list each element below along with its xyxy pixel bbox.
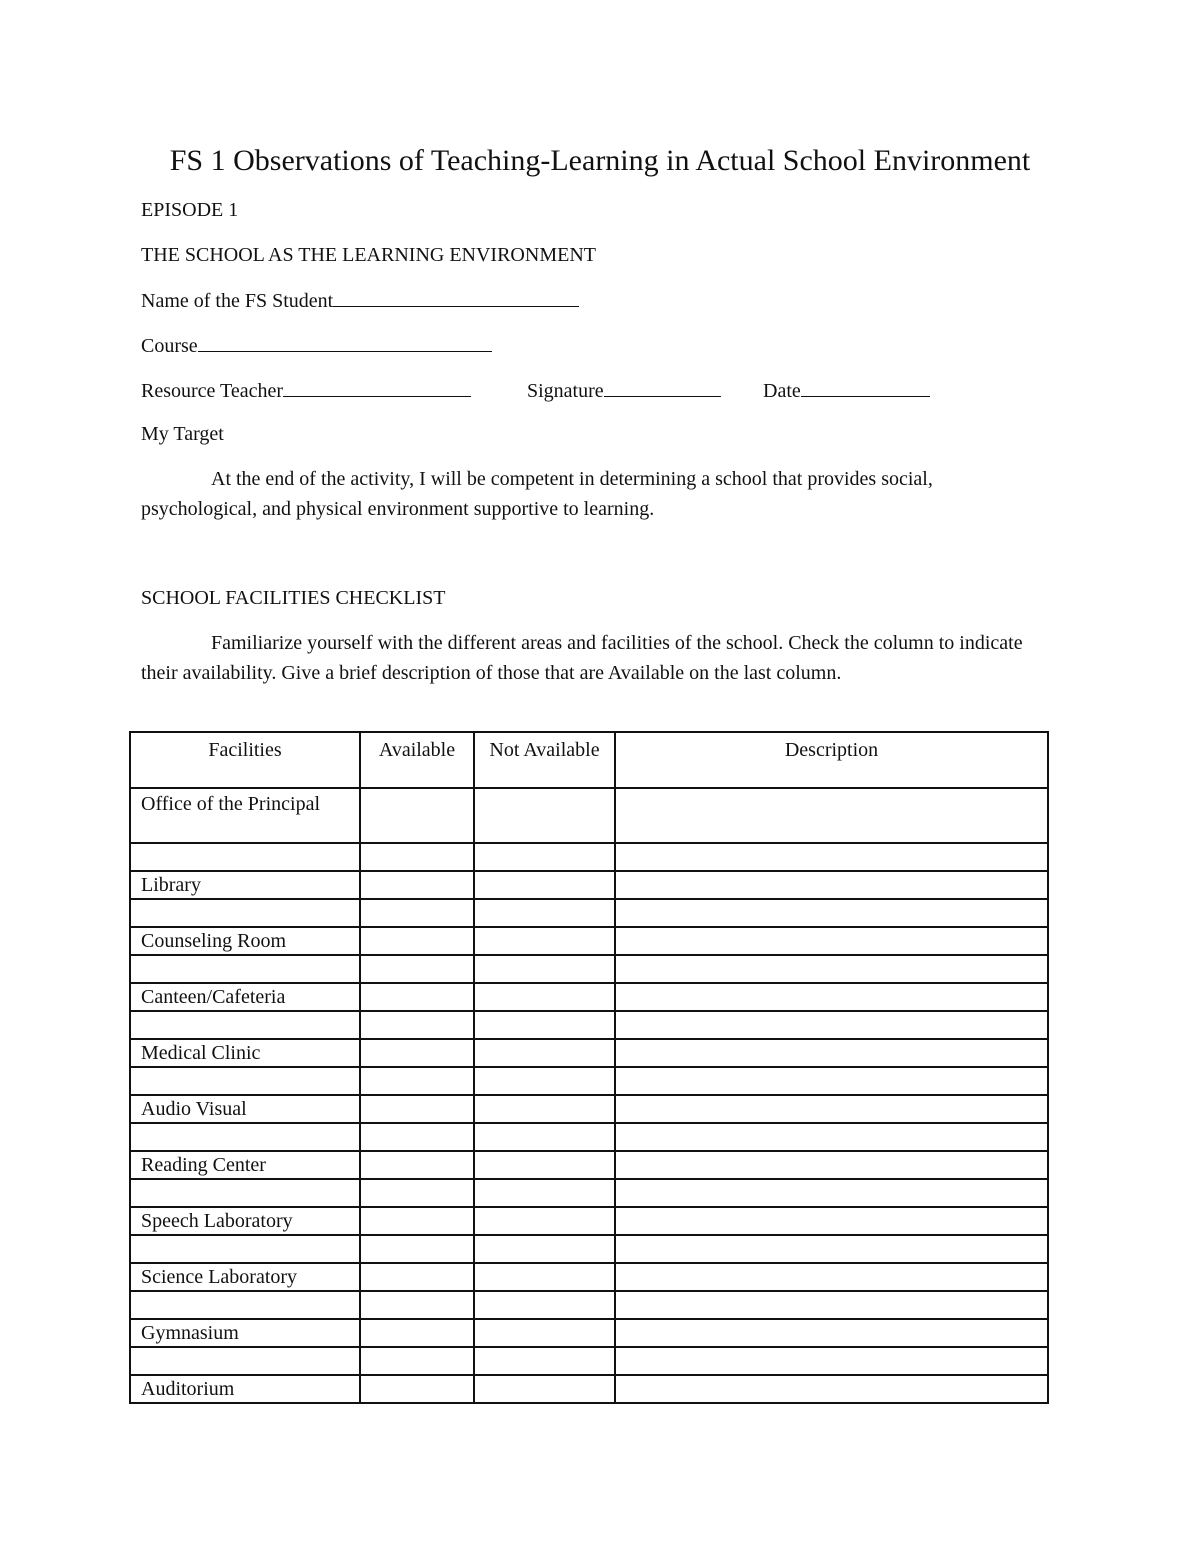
table-row bbox=[130, 1095, 1048, 1123]
available-check-cell[interactable] bbox=[360, 1151, 474, 1179]
facility-name-cell bbox=[130, 1067, 360, 1095]
table-row bbox=[130, 1011, 1048, 1039]
description-cell[interactable] bbox=[615, 1095, 1048, 1123]
course-label: Course bbox=[141, 335, 198, 357]
facility-name-cell bbox=[130, 899, 360, 927]
table-row bbox=[130, 871, 1048, 899]
my-target-heading: My Target bbox=[141, 423, 224, 445]
facility-name-cell: Counseling Room bbox=[130, 927, 360, 955]
not-available-check-cell[interactable] bbox=[474, 899, 615, 927]
table-header-row bbox=[130, 732, 1048, 788]
header-not-available: Not Available bbox=[474, 732, 615, 788]
description-cell[interactable] bbox=[615, 871, 1048, 899]
header-description: Description bbox=[615, 732, 1048, 788]
not-available-check-cell[interactable] bbox=[474, 1319, 615, 1347]
description-cell[interactable] bbox=[615, 1123, 1048, 1151]
not-available-check-cell[interactable] bbox=[474, 843, 615, 871]
student-name-label: Name of the FS Student bbox=[141, 290, 334, 312]
not-available-check-cell[interactable] bbox=[474, 927, 615, 955]
not-available-check-cell[interactable] bbox=[474, 1179, 615, 1207]
description-cell[interactable] bbox=[615, 1011, 1048, 1039]
table-row bbox=[130, 1291, 1048, 1319]
facility-name-cell bbox=[130, 1123, 360, 1151]
signature-row bbox=[527, 377, 721, 404]
available-check-cell[interactable] bbox=[360, 1347, 474, 1375]
document-title: FS 1 Observations of Teaching-Learning in Actual School Environment bbox=[169, 144, 1031, 177]
facility-name-cell: Gymnasium bbox=[130, 1319, 360, 1347]
table-row bbox=[130, 788, 1048, 843]
not-available-check-cell[interactable] bbox=[474, 1207, 615, 1235]
table-row bbox=[130, 955, 1048, 983]
table-row bbox=[130, 899, 1048, 927]
table-row bbox=[130, 1151, 1048, 1179]
facility-name-cell bbox=[130, 1011, 360, 1039]
description-cell[interactable] bbox=[615, 1151, 1048, 1179]
description-cell[interactable] bbox=[615, 983, 1048, 1011]
resource-teacher-blank[interactable] bbox=[283, 377, 471, 397]
available-check-cell[interactable] bbox=[360, 1011, 474, 1039]
student-name-row bbox=[141, 287, 579, 314]
description-cell[interactable] bbox=[615, 1319, 1048, 1347]
available-check-cell[interactable] bbox=[360, 983, 474, 1011]
facility-name-cell: Audio Visual bbox=[130, 1095, 360, 1123]
table-row bbox=[130, 843, 1048, 871]
description-cell[interactable] bbox=[615, 1179, 1048, 1207]
table-row bbox=[130, 1319, 1048, 1347]
available-check-cell[interactable] bbox=[360, 843, 474, 871]
description-cell[interactable] bbox=[615, 1263, 1048, 1291]
facility-name-cell bbox=[130, 1235, 360, 1263]
facilities-checklist-table bbox=[129, 731, 1049, 1404]
student-name-blank[interactable] bbox=[333, 287, 579, 307]
table-row bbox=[130, 1347, 1048, 1375]
facility-name-cell: Science Laboratory bbox=[130, 1263, 360, 1291]
available-check-cell[interactable] bbox=[360, 788, 474, 843]
table-row bbox=[130, 1067, 1048, 1095]
available-check-cell[interactable] bbox=[360, 1039, 474, 1067]
course-row bbox=[141, 332, 492, 359]
facility-name-cell: Office of the Principal bbox=[130, 788, 360, 843]
available-check-cell[interactable] bbox=[360, 1095, 474, 1123]
available-check-cell[interactable] bbox=[360, 1179, 474, 1207]
description-cell[interactable] bbox=[615, 899, 1048, 927]
facility-name-cell bbox=[130, 955, 360, 983]
teacher-signature-date-row bbox=[141, 377, 471, 404]
available-check-cell[interactable] bbox=[360, 1319, 474, 1347]
not-available-check-cell[interactable] bbox=[474, 1067, 615, 1095]
not-available-check-cell[interactable] bbox=[474, 1039, 615, 1067]
not-available-check-cell[interactable] bbox=[474, 788, 615, 843]
available-check-cell[interactable] bbox=[360, 1375, 474, 1403]
description-cell[interactable] bbox=[615, 955, 1048, 983]
table-row bbox=[130, 1039, 1048, 1067]
not-available-check-cell[interactable] bbox=[474, 1291, 615, 1319]
signature-blank[interactable] bbox=[604, 377, 721, 397]
description-cell[interactable] bbox=[615, 1291, 1048, 1319]
not-available-check-cell[interactable] bbox=[474, 1151, 615, 1179]
facility-name-cell bbox=[130, 1291, 360, 1319]
checklist-heading: SCHOOL FACILITIES CHECKLIST bbox=[141, 587, 446, 609]
table-row bbox=[130, 1375, 1048, 1403]
section-subtitle: THE SCHOOL AS THE LEARNING ENVIRONMENT bbox=[141, 244, 596, 266]
not-available-check-cell[interactable] bbox=[474, 871, 615, 899]
not-available-check-cell[interactable] bbox=[474, 1263, 615, 1291]
facility-name-cell: Auditorium bbox=[130, 1375, 360, 1403]
description-cell[interactable] bbox=[615, 843, 1048, 871]
not-available-check-cell[interactable] bbox=[474, 955, 615, 983]
description-cell[interactable] bbox=[615, 1207, 1048, 1235]
facility-name-cell bbox=[130, 843, 360, 871]
available-check-cell[interactable] bbox=[360, 1123, 474, 1151]
description-cell[interactable] bbox=[615, 927, 1048, 955]
description-cell[interactable] bbox=[615, 1039, 1048, 1067]
table-row bbox=[130, 1235, 1048, 1263]
description-cell[interactable] bbox=[615, 1067, 1048, 1095]
table-body bbox=[130, 788, 1048, 1403]
not-available-check-cell[interactable] bbox=[474, 1235, 615, 1263]
available-check-cell[interactable] bbox=[360, 955, 474, 983]
date-label: Date bbox=[763, 380, 801, 402]
available-check-cell[interactable] bbox=[360, 927, 474, 955]
my-target-text: At the end of the activity, I will be competent in determining a school that provides social, psychological, and physical environment supportive to learning. bbox=[141, 468, 933, 520]
table-row bbox=[130, 1179, 1048, 1207]
not-available-check-cell[interactable] bbox=[474, 1347, 615, 1375]
not-available-check-cell[interactable] bbox=[474, 1095, 615, 1123]
facility-name-cell bbox=[130, 1179, 360, 1207]
header-available: Available bbox=[360, 732, 474, 788]
signature-label: Signature bbox=[527, 380, 604, 402]
facility-name-cell: Library bbox=[130, 871, 360, 899]
course-blank[interactable] bbox=[198, 332, 492, 352]
resource-teacher-label: Resource Teacher bbox=[141, 380, 284, 402]
not-available-check-cell[interactable] bbox=[474, 983, 615, 1011]
not-available-check-cell[interactable] bbox=[474, 1123, 615, 1151]
facility-name-cell bbox=[130, 1347, 360, 1375]
available-check-cell[interactable] bbox=[360, 1067, 474, 1095]
not-available-check-cell[interactable] bbox=[474, 1375, 615, 1403]
available-check-cell[interactable] bbox=[360, 899, 474, 927]
header-facilities: Facilities bbox=[130, 732, 360, 788]
available-check-cell[interactable] bbox=[360, 871, 474, 899]
facility-name-cell: Speech Laboratory bbox=[130, 1207, 360, 1235]
available-check-cell[interactable] bbox=[360, 1263, 474, 1291]
table-row bbox=[130, 1263, 1048, 1291]
description-cell[interactable] bbox=[615, 1235, 1048, 1263]
available-check-cell[interactable] bbox=[360, 1207, 474, 1235]
not-available-check-cell[interactable] bbox=[474, 1011, 615, 1039]
date-blank[interactable] bbox=[801, 377, 930, 397]
available-check-cell[interactable] bbox=[360, 1235, 474, 1263]
facility-name-cell: Medical Clinic bbox=[130, 1039, 360, 1067]
table-row bbox=[130, 983, 1048, 1011]
date-row bbox=[763, 377, 930, 404]
facility-name-cell: Reading Center bbox=[130, 1151, 360, 1179]
table-row bbox=[130, 927, 1048, 955]
table-row bbox=[130, 1207, 1048, 1235]
episode-label: EPISODE 1 bbox=[141, 199, 239, 221]
description-cell[interactable] bbox=[615, 1375, 1048, 1403]
description-cell[interactable] bbox=[615, 1347, 1048, 1375]
description-cell[interactable] bbox=[615, 788, 1048, 843]
table-row bbox=[130, 1123, 1048, 1151]
facility-name-cell: Canteen/Cafeteria bbox=[130, 983, 360, 1011]
available-check-cell[interactable] bbox=[360, 1291, 474, 1319]
checklist-instructions: Familiarize yourself with the different areas and facilities of the school. Check the column to indicate their availability. Give a brief description of those that are Available on the last column. bbox=[141, 632, 1023, 684]
